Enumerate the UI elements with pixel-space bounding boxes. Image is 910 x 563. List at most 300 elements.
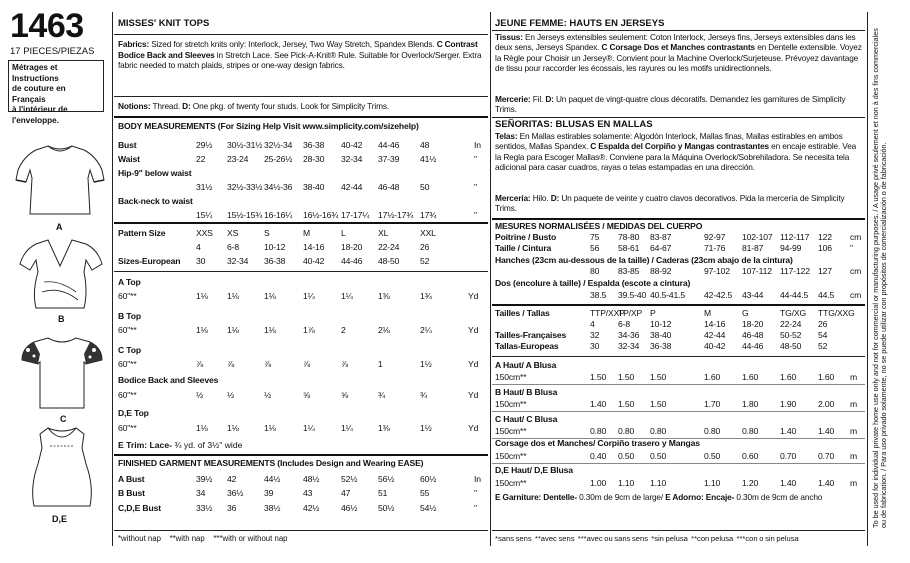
metric-yardage-value: 1.10	[650, 478, 667, 488]
size-european: 36-38	[264, 256, 286, 266]
metric-yardage-divider	[492, 463, 865, 464]
body-value: 16-16¼	[264, 210, 293, 220]
divider-left	[112, 12, 113, 546]
metric-yardage-value: 1.90	[780, 399, 797, 409]
french-tissus	[495, 32, 863, 74]
metric-yardage-value: 1.50	[650, 372, 667, 382]
unit-label: "	[474, 210, 477, 220]
garniture-line	[495, 492, 863, 503]
finished-value: 56½	[378, 474, 395, 484]
notions-label: Notions:	[118, 101, 151, 111]
metric-value: 43-44	[742, 290, 764, 300]
body-value: 38-40	[303, 182, 325, 192]
body-value: 31½	[196, 182, 213, 192]
metric-value: 44-44.5	[780, 290, 809, 300]
size-number: 10-12	[264, 242, 286, 252]
yardage-value: 1½	[420, 359, 432, 369]
body-value: 25-26½	[264, 154, 293, 164]
view-c-illustration	[18, 334, 106, 410]
yardage-value: 1¼	[303, 423, 315, 433]
metric-size-eu: 52	[818, 341, 828, 351]
size-number: 4	[196, 242, 201, 252]
finished-rule	[114, 454, 488, 456]
finished-title: FINISHED GARMENT MEASUREMENTS (Includes Design and Wearing EASE)	[118, 458, 424, 468]
notions-bold: D:	[182, 101, 191, 111]
body-rule	[114, 116, 488, 118]
metric-yardage-value: 1.40	[780, 426, 797, 436]
metric-size-eu: 32-34	[618, 341, 640, 351]
merceria-bold: D:	[550, 193, 560, 203]
yardage-value: 2¼	[420, 325, 432, 335]
unit-label: Yd	[468, 325, 479, 335]
metric-value: 97-102	[704, 266, 730, 276]
body-row-label: Back-neck to waist	[118, 196, 193, 206]
yardage-value: 1⅛	[264, 291, 276, 301]
yardage-view-title: A Top	[118, 277, 141, 287]
divider-middle	[490, 12, 491, 546]
metric-yardage-title: B Haut/ B Blusa	[495, 387, 558, 397]
finished-value: 54½	[420, 503, 437, 513]
finished-value: 52½	[341, 474, 358, 484]
metric-size-fr: 32	[590, 330, 600, 340]
finished-value: 42½	[303, 503, 320, 513]
metric-fabric-width: 150cm**	[495, 426, 527, 436]
french-note-line: Métrages et Instructions	[12, 63, 59, 83]
metric-yardage-value: 0.50	[618, 451, 635, 461]
merceria-text: Hilo.	[532, 193, 549, 203]
fabrics-text2: in Stretch Lace. See Pick-A-Knit® Rule. Suitable for Overlock/Serger. Extra fabric needed to match plaids, stripes or one-way design fabrics.	[118, 49, 482, 71]
trim-text: ¾ yd. of 3½" wide	[174, 440, 243, 450]
unit-label: "	[474, 503, 477, 513]
metric-row-label: Poitrine / Busto	[495, 232, 557, 242]
metric-value: 81-87	[742, 243, 764, 253]
english-notions	[118, 101, 484, 112]
unit-label: cm	[850, 290, 862, 300]
spanish-telas	[495, 131, 863, 173]
metric-yardage-value: 0.50	[704, 451, 721, 461]
merceria-label: Mercería:	[495, 193, 531, 203]
body-value: 17½-17¾	[378, 210, 414, 220]
metric-value: 92-97	[704, 232, 726, 242]
spanish-title: SEÑORITAS: BLUSAS EN MALLAS	[495, 119, 653, 130]
french-note	[8, 60, 104, 125]
metric-value: 127	[818, 266, 832, 276]
footnote: **con pelusa	[691, 534, 734, 543]
tissus-text2: en Dentelle extensible. Voyez la Règle pour Choisir un Jersey®. Convient pour la Machine Overlock/Surjeteuse. Prévoyez davantage de tissu pour raccorder les écossais, les rayures ou les motifs unidirectionnels.	[495, 42, 862, 74]
metric-size-eu: 48-50	[780, 341, 802, 351]
size-european: 48-50	[378, 256, 400, 266]
finished-value: 34	[196, 488, 206, 498]
unit-label: m	[850, 426, 858, 436]
yardage-value: ½	[264, 390, 272, 400]
english-fabrics	[118, 39, 484, 71]
metric-yardage-value: 1.60	[780, 372, 797, 382]
body-value: 32½-33½	[227, 182, 263, 192]
metric-value: 56	[590, 243, 600, 253]
finished-value: 36½	[227, 488, 244, 498]
yardage-value: 1¼	[303, 291, 315, 301]
metric-yardage-value: 1.50	[590, 372, 607, 382]
trim-bold: E Trim: Lace-	[118, 440, 172, 450]
metric-size-eu: 36-38	[650, 341, 672, 351]
yardage-view-title: Bodice Back and Sleeves	[118, 375, 219, 385]
yardage-value: ⅞	[196, 359, 204, 369]
metric-yardage-value: 1.10	[704, 478, 721, 488]
footnote: *sin pelusa	[651, 534, 688, 543]
metric-fabric-width: 150cm**	[495, 372, 527, 382]
size-european: 52	[420, 256, 430, 266]
finished-value: 39½	[196, 474, 213, 484]
metric-value: 94-99	[780, 243, 802, 253]
yardage-value: 1⅛	[227, 291, 239, 301]
metric-value: 64-67	[650, 243, 672, 253]
body-value: 46-48	[378, 182, 400, 192]
sizes-european-label: Sizes-European	[118, 256, 181, 266]
metric-rule	[492, 218, 865, 220]
pattern-size-label: Pattern Size	[118, 228, 166, 238]
finished-value: 46½	[341, 503, 358, 513]
size-code: XXL	[420, 228, 436, 238]
metric-value: 40.5-41.5	[650, 290, 685, 300]
metric-size-fr: 54	[818, 330, 828, 340]
hanches-label: Hanches (23cm au-dessous de la taille) / Caderas (23cm abajo de la cintura)	[495, 255, 793, 265]
footnotes-fr	[495, 534, 799, 544]
size-code: L	[341, 228, 346, 238]
fabrics-text: Sized for stretch knits only: Interlock, Jersey, Two Way Stretch, Spandex Blends.	[151, 39, 435, 49]
metric-size-code: P	[650, 308, 656, 318]
unit-label: m	[850, 399, 858, 409]
metric-size-fr: 46-48	[742, 330, 764, 340]
footnote: ***with or without nap	[213, 534, 288, 543]
unit-label: In	[474, 140, 481, 150]
finished-value: 43	[303, 488, 313, 498]
yardage-value: 1¼	[341, 423, 353, 433]
metric-yardage-value: 0.80	[742, 426, 759, 436]
yardage-value: 1⅜	[378, 423, 390, 433]
metric-value: 122	[818, 232, 832, 242]
metric-value: 71-76	[704, 243, 726, 253]
footnote-rule-en	[114, 530, 488, 531]
size-code: XL	[378, 228, 389, 238]
fabrics-label: Fabrics:	[118, 39, 150, 49]
unit-label: m	[850, 372, 858, 382]
yardage-value: 1⅛	[227, 423, 239, 433]
metric-value: 83-85	[618, 266, 640, 276]
metric-size-number: 6-8	[618, 319, 630, 329]
yardage-value: 1½	[420, 423, 432, 433]
metric-size-code: G	[742, 308, 749, 318]
view-a-illustration	[14, 140, 106, 218]
size-code: XXS	[196, 228, 213, 238]
body-value: 22	[196, 154, 206, 164]
spanish-merceria	[495, 193, 863, 214]
metric-fabric-width: 150cm**	[495, 451, 527, 461]
body-value: 15¼	[196, 210, 213, 220]
metric-yardage-value: 1.70	[704, 399, 721, 409]
metric-yardage-value: 0.40	[590, 451, 607, 461]
metric-yardage-value: 1.00	[590, 478, 607, 488]
metric-yardage-value: 1.60	[818, 372, 835, 382]
metric-title: MESURES NORMALISÉES / MEDIDAS DEL CUERPO	[495, 221, 703, 231]
telas-label: Telas:	[495, 131, 518, 141]
body-value: 29½	[196, 140, 213, 150]
adorno-text: 0.30m de 9cm de ancho	[736, 492, 823, 502]
body-value: 32½-34	[264, 140, 293, 150]
yardage-value: 1¾	[420, 291, 432, 301]
footnotes-en	[118, 534, 288, 544]
body-row-label: Bust	[118, 140, 137, 150]
body-value: 42-44	[341, 182, 363, 192]
fabric-width: 60"**	[118, 325, 137, 335]
metric-yardage-value: 1.20	[742, 478, 759, 488]
pieces-count: 17 PIECES/PIEZAS	[10, 46, 95, 57]
fabrics-bold: C Contrast Bodice Back and Sleeves	[118, 39, 478, 60]
adorno-bold: E Adorno: Encaje-	[665, 492, 735, 502]
finished-value: 55	[420, 488, 430, 498]
metric-yardage-value: 1.40	[818, 426, 835, 436]
metric-size-code: TG/XG	[780, 308, 806, 318]
metric-yardage-value: 1.50	[650, 399, 667, 409]
footnote-rule-fr	[492, 530, 865, 531]
unit-label: "	[474, 182, 477, 192]
size-code: M	[303, 228, 311, 238]
yardage-rule	[114, 271, 488, 272]
metric-row-label: Taille / Cintura	[495, 243, 552, 253]
finished-row-label: C,D,E Bust	[118, 503, 161, 513]
yardage-value: 1⅛	[227, 325, 239, 335]
metric-size-number: 22-24	[780, 319, 802, 329]
metric-yardage-value: 0.80	[618, 426, 635, 436]
telas-text2: en encaje estirable. Vea la Regla para Escoger Mallas®. Conviene para la Máquina Overlock/Sobrehiladora. Se necesita tela adicional para casar cuadros, rayas o telas estampadas en una dirección.	[495, 141, 857, 173]
metric-value: 102-107	[742, 232, 773, 242]
size-european: 32-34	[227, 256, 249, 266]
french-mercerie	[495, 94, 863, 115]
mercerie-label: Mercerie:	[495, 94, 531, 104]
english-title: MISSES' KNIT TOPS	[118, 18, 210, 29]
garniture-text: 0.30m de 9cm de large/	[579, 492, 664, 502]
yardage-value: ¾	[420, 390, 428, 400]
metric-value: 78-80	[618, 232, 640, 242]
body-value: 37-39	[378, 154, 400, 164]
fabric-width: 60"**	[118, 423, 137, 433]
dos-label: Dos (encolure à taille) / Espalda (escote a cintura)	[495, 278, 691, 288]
footnote: *without nap	[118, 534, 161, 543]
metric-size-eu: 30	[590, 341, 600, 351]
size-code: S	[264, 228, 270, 238]
finished-row-label: B Bust	[118, 488, 145, 498]
yardage-value: 1⅛	[196, 423, 208, 433]
metric-yardage-value: 1.40	[818, 478, 835, 488]
unit-label: In	[474, 474, 481, 484]
french-note-line: l'enveloppe.	[12, 115, 59, 125]
metric-value: 58-61	[618, 243, 640, 253]
metric-size-fr: 42-44	[704, 330, 726, 340]
tailles-francaises-label: Tailles-Françaises	[495, 330, 567, 340]
metric-size-number: 4	[590, 319, 595, 329]
metric-yardage-divider	[492, 411, 865, 412]
finished-value: 48½	[303, 474, 320, 484]
view-b-label: B	[58, 314, 65, 324]
metric-yardage-title: D,E Haut/ D,E Blusa	[495, 465, 573, 475]
metric-value: 42-42.5	[704, 290, 733, 300]
body-value: 48	[420, 140, 430, 150]
notions-rule-top	[114, 96, 488, 97]
unit-label: "	[850, 243, 853, 253]
metric-fabric-width: 150cm**	[495, 478, 527, 488]
yardage-value: 1	[378, 359, 383, 369]
pattern-number: 1463	[10, 7, 84, 45]
yardage-value: ¾	[378, 390, 386, 400]
notions-text: Thread.	[152, 101, 181, 111]
unit-label: Yd	[468, 390, 479, 400]
metric-size-code: TP/XP	[618, 308, 643, 318]
unit-label: Yd	[468, 423, 479, 433]
metric-yardage-value: 0.70	[780, 451, 797, 461]
yardage-value: 1⅛	[196, 291, 208, 301]
body-row-label: Waist	[118, 154, 140, 164]
footnote: **with nap	[169, 534, 205, 543]
body-row-label: Hip-9" below waist	[118, 168, 192, 178]
finished-value: 38½	[264, 503, 281, 513]
left-column	[0, 0, 112, 563]
yardage-value: ⅞	[303, 359, 311, 369]
yardage-view-title: C Top	[118, 345, 141, 355]
yardage-value: ⅞	[341, 359, 349, 369]
metric-yardage-value: 2.00	[818, 399, 835, 409]
metric-value: 88-92	[650, 266, 672, 276]
metric-value: 39.5-40	[618, 290, 647, 300]
metric-size-fr: 34-36	[618, 330, 640, 340]
metric-yardage-value: 1.50	[618, 399, 635, 409]
metric-fabric-width: 150cm**	[495, 399, 527, 409]
size-european: 30	[196, 256, 206, 266]
mercerie-text: Fil.	[532, 94, 544, 104]
fabric-width: 60"**	[118, 390, 137, 400]
finished-value: 47	[341, 488, 351, 498]
body-measurements-title: BODY MEASUREMENTS (For Sizing Help Visit www.simplicity.com/sizehelp)	[118, 121, 419, 131]
metric-value: 117-122	[780, 266, 810, 276]
body-value: 44-46	[378, 140, 400, 150]
divider-right	[867, 12, 868, 546]
finished-value: 42	[227, 474, 237, 484]
metric-size-code: M	[704, 308, 712, 318]
metric-size-eu: 44-46	[742, 341, 764, 351]
mercerie-text2: Un paquet de vingt-quatre clous décoratifs. Demandez les garnitures de Simplicity Trims.	[495, 94, 846, 115]
finished-value: 39	[264, 488, 274, 498]
notions-text2: One pkg. of twenty four studs. Look for Simplicity Trims.	[192, 101, 389, 111]
yardage-value: 2	[341, 325, 346, 335]
footnote: ***avec ou sans sens	[577, 534, 648, 543]
tissus-text: En Jerseys extensibles seulement: Coton Interlock, Jerseys fins, Jerseys extensibles dans les deux sens, Jerseys Spandex.	[495, 32, 856, 53]
metric-size-fr: 50-52	[780, 330, 802, 340]
metric-value: 83-87	[650, 232, 672, 242]
metric-yardage-value: 1.80	[742, 399, 759, 409]
tissus-label: Tissus:	[495, 32, 523, 42]
yardage-value: 1⅛	[264, 423, 276, 433]
metric-size-number: 14-16	[704, 319, 726, 329]
body-value: 32-34	[341, 154, 363, 164]
fabric-width: 60"**	[118, 291, 137, 301]
finished-value: 51	[378, 488, 388, 498]
body-value: 23-24	[227, 154, 249, 164]
mercerie-bold: D:	[545, 94, 554, 104]
body-value: 15½-15¾	[227, 210, 263, 220]
metric-yardage-value: 0.80	[590, 426, 607, 436]
unit-label: Yd	[468, 291, 479, 301]
tailles-label: Tailles / Tallas	[495, 308, 550, 318]
finished-row-label: A Bust	[118, 474, 145, 484]
sizes-rule	[114, 222, 488, 224]
unit-label: "	[474, 488, 477, 498]
french-note-line: de couture en Français	[12, 84, 66, 104]
body-value: 36-38	[303, 140, 325, 150]
metric-value: 80	[590, 266, 600, 276]
french-title: JEUNE FEMME: HAUTS EN JERSEYS	[495, 18, 665, 29]
metric-yardage-value: 0.80	[704, 426, 721, 436]
body-value: 50	[420, 182, 430, 192]
metric-size-code: TTP/XXP	[590, 308, 625, 318]
metric-size-number: 26	[818, 319, 828, 329]
english-title-rule	[114, 34, 488, 35]
body-value: 30½-31½	[227, 140, 263, 150]
yardage-value: ½	[196, 390, 204, 400]
telas-bold: C Espalda del Corpiño y Mangas contrastantes	[590, 141, 770, 152]
metric-value: 107-112	[742, 266, 772, 276]
body-value: 34½-36	[264, 182, 293, 192]
yardage-value: ⅞	[227, 359, 235, 369]
footnote: *sans sens	[495, 534, 532, 543]
metric-yardage-value: 1.50	[618, 372, 635, 382]
body-value: 40-42	[341, 140, 363, 150]
yardage-value: ⅝	[341, 390, 349, 400]
metric-yardage-divider	[492, 384, 865, 385]
yardage-value: ½	[227, 390, 235, 400]
size-number: 22-24	[378, 242, 400, 252]
body-value: 17¾	[420, 210, 437, 220]
metric-yardage-title: A Haut/ A Blusa	[495, 360, 557, 370]
yardage-value: 1⅛	[196, 325, 208, 335]
size-number: 6-8	[227, 242, 239, 252]
unit-label: m	[850, 451, 858, 461]
metric-size-fr: 38-40	[650, 330, 672, 340]
unit-label: m	[850, 478, 858, 488]
french-title-rule	[492, 30, 865, 31]
yardage-view-title: D,E Top	[118, 408, 149, 418]
tissus-bold: C Corsage Dos et Manches contrastants	[601, 42, 756, 53]
footnote: ***con o sin pelusa	[736, 534, 799, 543]
metric-yardage-rule	[492, 356, 865, 357]
metric-yardage-value: 0.60	[742, 451, 759, 461]
usage-notice: To be used for individual private home use only and not for commercial or manufacturing purposes. / A usage privé seulement et non à des fins commerciales ou de fabrication. / Para uso privado solamente, no se puede utilizar con propósitos de comercialización o de fabricación.	[871, 28, 889, 528]
finished-value: 36	[227, 503, 237, 513]
metric-size-code: TTG/XXG	[818, 308, 855, 318]
metric-yardage-title: Corsage dos et Manches/ Corpiño trasero y Mangas	[495, 438, 700, 448]
unit-label: Yd	[468, 359, 479, 369]
tallas-europeas-label: Tallas-Europeas	[495, 341, 559, 351]
view-de-illustration	[24, 424, 100, 510]
size-european: 40-42	[303, 256, 325, 266]
metric-yardage-value: 0.70	[818, 451, 835, 461]
yardage-value: 1⅜	[378, 291, 390, 301]
garniture-bold: E Garniture: Dentelle-	[495, 492, 577, 502]
french-note-line: à l'intérieur de	[12, 105, 68, 114]
yardage-value: ⅞	[264, 359, 272, 369]
yardage-value: 2⅛	[378, 325, 390, 335]
metric-size-number: 18-20	[742, 319, 764, 329]
view-c-label: C	[60, 414, 67, 424]
yardage-value: 1¼	[341, 291, 353, 301]
metric-yardage-value: 1.40	[590, 399, 607, 409]
